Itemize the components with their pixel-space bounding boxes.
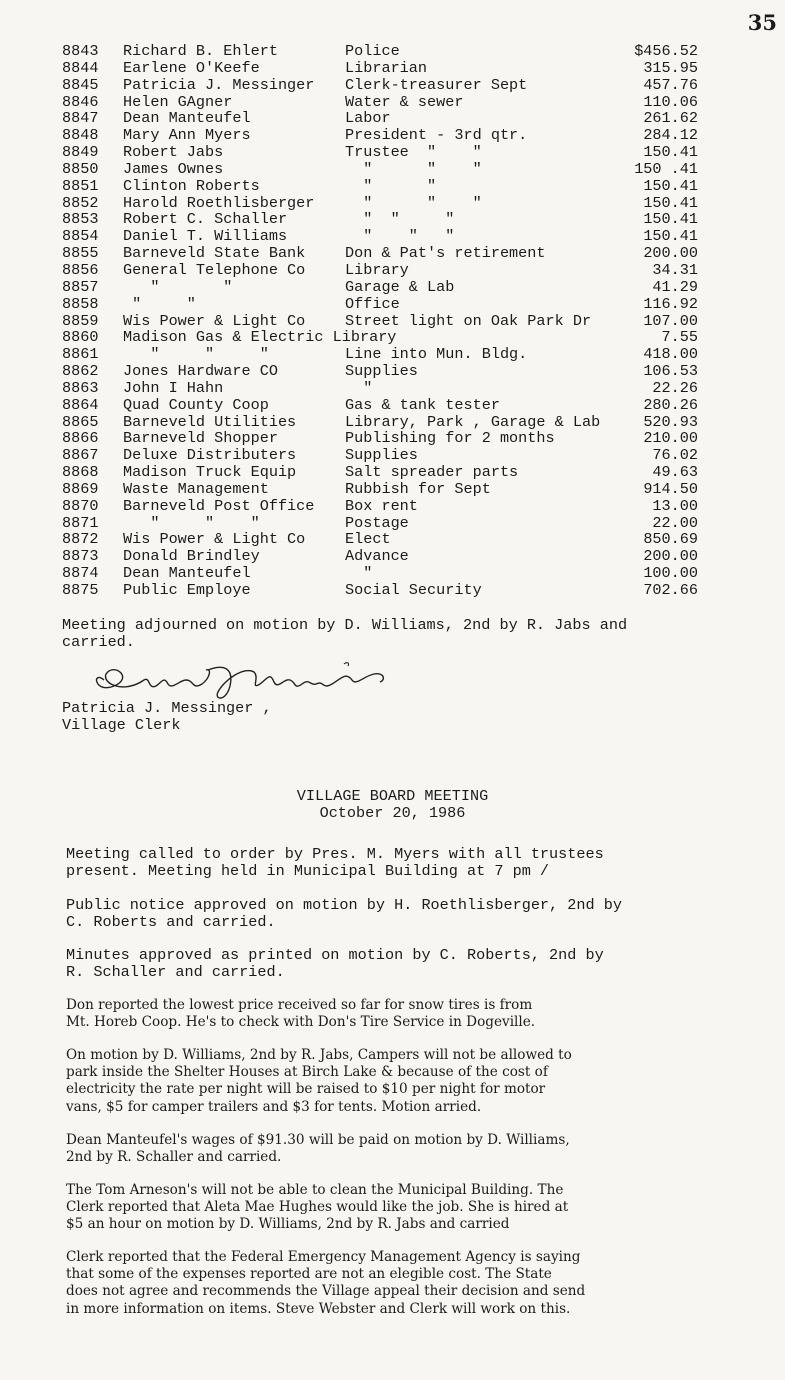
payee-name: Earlene O'Keefe bbox=[123, 58, 260, 77]
payment-purpose: Salt spreader parts bbox=[345, 463, 519, 482]
payment-amount: 150.41 bbox=[643, 143, 698, 162]
payee-name: Dean Manteufel bbox=[123, 564, 251, 583]
voucher-number: 8853 bbox=[62, 210, 99, 229]
voucher-number: 8847 bbox=[62, 109, 99, 128]
voucher-number: 8856 bbox=[62, 260, 99, 279]
voucher-number: 8858 bbox=[62, 294, 99, 313]
payment-amount: 200.00 bbox=[643, 547, 698, 566]
ledger-row bbox=[62, 531, 702, 548]
ledger-row bbox=[62, 211, 702, 228]
ledger-row bbox=[62, 228, 702, 245]
voucher-number: 8859 bbox=[62, 311, 99, 330]
payment-amount: 315.95 bbox=[643, 58, 698, 77]
payment-amount: 200.00 bbox=[643, 244, 698, 263]
payment-amount: 41.29 bbox=[652, 277, 698, 296]
voucher-number: 8855 bbox=[62, 244, 99, 263]
payment-amount: 702.66 bbox=[643, 581, 698, 599]
payment-purpose: Publishing for 2 months bbox=[345, 429, 555, 448]
payment-purpose: President - 3rd qtr. bbox=[345, 126, 528, 145]
payee-name: Barneveld Shopper bbox=[123, 429, 278, 448]
payee-name: Barneveld State Bank bbox=[123, 244, 306, 263]
ledger-row bbox=[62, 94, 702, 111]
payment-purpose: Street light on Oak Park Dr bbox=[345, 311, 592, 330]
ledger-row bbox=[62, 245, 702, 262]
payment-purpose: " bbox=[345, 564, 373, 583]
payee-name: Daniel T. Williams bbox=[123, 227, 288, 246]
payment-purpose: Library, Park , Garage & Lab bbox=[345, 412, 601, 431]
payment-amount: 914.50 bbox=[643, 479, 698, 498]
payee-name: " " bbox=[123, 277, 233, 296]
ledger-row bbox=[62, 43, 702, 60]
ledger-row bbox=[62, 565, 702, 582]
payment-purpose: Garage & Lab bbox=[345, 277, 455, 296]
payee-name: Madison Gas & Electric Library bbox=[123, 328, 397, 347]
payment-purpose: Clerk-treasurer Sept bbox=[345, 75, 528, 94]
ledger-row bbox=[62, 380, 702, 397]
voucher-number: 8854 bbox=[62, 227, 99, 246]
payee-name: Dean Manteufel bbox=[123, 109, 251, 128]
voucher-number: 8844 bbox=[62, 58, 99, 77]
meeting-date: October 20, 1986 bbox=[319, 804, 466, 822]
payee-name: James Ownes bbox=[123, 159, 224, 178]
payee-name: Quad County Coop bbox=[123, 395, 269, 414]
ledger-row bbox=[62, 262, 702, 279]
payee-name: " " " bbox=[123, 513, 260, 532]
payee-name: General Telephone Co bbox=[123, 260, 306, 279]
ledger-row bbox=[62, 144, 702, 161]
voucher-number: 8861 bbox=[62, 345, 99, 364]
payment-purpose: Librarian bbox=[345, 58, 428, 77]
payee-name: Robert Jabs bbox=[123, 143, 224, 162]
ledger-row bbox=[62, 161, 702, 178]
payee-name: Madison Truck Equip bbox=[123, 463, 297, 482]
payment-purpose: " " " bbox=[345, 159, 482, 178]
ledger-row bbox=[62, 127, 702, 144]
payment-amount: 150.41 bbox=[643, 227, 698, 246]
payee-name: Waste Management bbox=[123, 479, 269, 498]
payment-amount: 13.00 bbox=[652, 496, 698, 515]
payment-amount: 110.06 bbox=[643, 92, 698, 111]
voucher-number: 8857 bbox=[62, 277, 99, 296]
ledger-row bbox=[62, 582, 702, 599]
voucher-number: 8864 bbox=[62, 395, 99, 414]
payee-name: Mary Ann Myers bbox=[123, 126, 251, 145]
ledger-row bbox=[62, 195, 702, 212]
payee-name: Jones Hardware CO bbox=[123, 362, 278, 381]
signer-name: Patricia J. Messinger , bbox=[62, 699, 272, 717]
payment-purpose: Trustee " " bbox=[345, 143, 482, 162]
payee-name: John I Hahn bbox=[123, 378, 224, 397]
voucher-number: 8843 bbox=[62, 42, 99, 60]
payment-amount: 106.53 bbox=[643, 362, 698, 381]
payment-purpose: " bbox=[345, 378, 373, 397]
ledger-row bbox=[62, 329, 702, 346]
payee-name: Wis Power & Light Co bbox=[123, 530, 306, 549]
voucher-number: 8848 bbox=[62, 126, 99, 145]
payment-purpose: Office bbox=[345, 294, 400, 313]
ledger-row bbox=[62, 279, 702, 296]
payment-amount: 150.41 bbox=[643, 193, 698, 212]
voucher-number: 8870 bbox=[62, 496, 99, 515]
voucher-number: 8849 bbox=[62, 143, 99, 162]
payee-name: " " bbox=[123, 294, 196, 313]
payment-purpose: Rubbish for Sept bbox=[345, 479, 491, 498]
voucher-number: 8871 bbox=[62, 513, 99, 532]
payee-name: Public Employe bbox=[123, 581, 251, 599]
payment-amount: 107.00 bbox=[643, 311, 698, 330]
payment-amount: 100.00 bbox=[643, 564, 698, 583]
voucher-number: 8860 bbox=[62, 328, 99, 347]
payment-purpose: Supplies bbox=[345, 362, 418, 381]
meeting-title: VILLAGE BOARD MEETING bbox=[296, 787, 489, 805]
payment-amount: 457.76 bbox=[643, 75, 698, 94]
ledger-row bbox=[62, 178, 702, 195]
payment-amount: 49.63 bbox=[652, 463, 698, 482]
payee-name: Clinton Roberts bbox=[123, 176, 260, 195]
ledger-row bbox=[62, 77, 702, 94]
payee-name: Barneveld Post Office bbox=[123, 496, 315, 515]
cleaning-paragraph: The Tom Arneson's will not be able to clean the Municipal Building. The Clerk reported that Aleta Mae Hughes would like the job. She is hired at $5 an hour on motion by D. Williams, 2nd by R. Jabs and carried bbox=[66, 1182, 569, 1233]
payment-purpose: Gas & tank tester bbox=[345, 395, 500, 414]
voucher-number: 8874 bbox=[62, 564, 99, 583]
payment-amount: 22.26 bbox=[652, 378, 698, 397]
voucher-number: 8868 bbox=[62, 463, 99, 482]
voucher-number: 8862 bbox=[62, 362, 99, 381]
page-number: 35 bbox=[747, 10, 777, 35]
ledger-row bbox=[62, 110, 702, 127]
campers-paragraph: On motion by D. Williams, 2nd by R. Jabs, Campers will not be allowed to park inside the Shelter Houses at Birch Lake & because of the cost of electricity the rate per night will be raised to $10 per night for motor vans, $5 for camper trailers and $3 for tents. Motion arried. bbox=[66, 1047, 572, 1115]
payee-name: Harold Roethlisberger bbox=[123, 193, 315, 212]
payment-purpose: Social Security bbox=[345, 581, 482, 599]
ledger-row bbox=[62, 430, 702, 447]
voucher-number: 8863 bbox=[62, 378, 99, 397]
payment-purpose: Box rent bbox=[345, 496, 418, 515]
payment-purpose: " " " bbox=[345, 210, 455, 229]
payment-purpose: Labor bbox=[345, 109, 391, 128]
minutes-paragraph: Minutes approved as printed on motion by C. Roberts, 2nd by R. Schaller and carried. bbox=[66, 946, 604, 981]
snow-tires-paragraph: Don reported the lowest price received so far for snow tires is from Mt. Horeb Coop. He's to check with Don's Tire Service in Dogeville. bbox=[66, 997, 536, 1031]
ledger-row bbox=[62, 481, 702, 498]
payment-amount: 850.69 bbox=[643, 530, 698, 549]
payment-amount: 280.26 bbox=[643, 395, 698, 414]
payment-purpose: " " " bbox=[345, 227, 455, 246]
payee-name: Deluxe Distributers bbox=[123, 446, 297, 465]
payment-purpose: Police bbox=[345, 42, 400, 60]
payment-amount: 284.12 bbox=[643, 126, 698, 145]
call-to-order-paragraph: Meeting called to order by Pres. M. Myers with all trustees present. Meeting held in Municipal Building at 7 pm / bbox=[66, 845, 604, 880]
ledger-row bbox=[62, 548, 702, 565]
ledger-row bbox=[62, 363, 702, 380]
payment-amount: 22.00 bbox=[652, 513, 698, 532]
payee-name: Robert C. Schaller bbox=[123, 210, 288, 229]
voucher-number: 8852 bbox=[62, 193, 99, 212]
voucher-number: 8845 bbox=[62, 75, 99, 94]
payee-name: Helen GAgner bbox=[123, 92, 233, 111]
payment-amount: 261.62 bbox=[643, 109, 698, 128]
payment-amount: 7.55 bbox=[661, 328, 698, 347]
ledger-row bbox=[62, 447, 702, 464]
payment-purpose: Elect bbox=[345, 530, 391, 549]
voucher-number: 8846 bbox=[62, 92, 99, 111]
payee-name: Wis Power & Light Co bbox=[123, 311, 306, 330]
ledger-row bbox=[62, 498, 702, 515]
payment-purpose: Don & Pat's retirement bbox=[345, 244, 546, 263]
payee-name: Donald Brindley bbox=[123, 547, 260, 566]
payee-name: Patricia J. Messinger bbox=[123, 75, 315, 94]
ledger-row bbox=[62, 464, 702, 481]
payee-name: Richard B. Ehlert bbox=[123, 42, 278, 60]
payment-amount: 76.02 bbox=[652, 446, 698, 465]
voucher-number: 8850 bbox=[62, 159, 99, 178]
payment-purpose: Advance bbox=[345, 547, 409, 566]
payment-purpose: Water & sewer bbox=[345, 92, 464, 111]
payment-amount: 150.41 bbox=[643, 210, 698, 229]
public-notice-paragraph: Public notice approved on motion by H. Roethlisberger, 2nd by C. Roberts and carried. bbox=[66, 896, 622, 931]
payment-purpose: Postage bbox=[345, 513, 409, 532]
payee-name: Barneveld Utilities bbox=[123, 412, 297, 431]
voucher-number: 8875 bbox=[62, 581, 99, 599]
voucher-number: 8865 bbox=[62, 412, 99, 431]
ledger-row bbox=[62, 397, 702, 414]
signer-block bbox=[62, 700, 462, 734]
payment-amount: 150 .41 bbox=[634, 159, 698, 178]
ledger-row bbox=[62, 296, 702, 313]
payment-purpose: " " bbox=[345, 176, 437, 195]
payment-amount: 418.00 bbox=[643, 345, 698, 364]
payment-amount: 116.92 bbox=[643, 294, 698, 313]
payment-amount: 520.93 bbox=[643, 412, 698, 431]
ledger-row bbox=[62, 515, 702, 532]
ledger-row bbox=[62, 414, 702, 431]
voucher-number: 8851 bbox=[62, 176, 99, 195]
payment-purpose: Supplies bbox=[345, 446, 418, 465]
voucher-ledger bbox=[62, 43, 702, 599]
payment-amount: 34.31 bbox=[652, 260, 698, 279]
voucher-number: 8867 bbox=[62, 446, 99, 465]
payment-amount: $456.52 bbox=[634, 42, 698, 60]
voucher-number: 8869 bbox=[62, 479, 99, 498]
payment-purpose: Library bbox=[345, 260, 409, 279]
payment-purpose: Line into Mun. Bldg. bbox=[345, 345, 528, 364]
ledger-row bbox=[62, 346, 702, 363]
meeting-heading bbox=[0, 788, 785, 822]
adjournment-text: Meeting adjourned on motion by D. Williams, 2nd by R. Jabs and carried. bbox=[62, 616, 628, 651]
fema-paragraph: Clerk reported that the Federal Emergency Management Agency is saying that some of the expenses reported are not an elegible cost. The State does not agree and recommends the Village appeal their decision and send in more information on items. Steve Webster and Clerk will work on this. bbox=[66, 1249, 586, 1317]
voucher-number: 8873 bbox=[62, 547, 99, 566]
voucher-number: 8866 bbox=[62, 429, 99, 448]
wages-paragraph: Dean Manteufel's wages of $91.30 will be paid on motion by D. Williams, 2nd by R. Schaller and carried. bbox=[66, 1132, 570, 1166]
payee-name: " " " bbox=[123, 345, 269, 364]
signer-title: Village Clerk bbox=[62, 716, 181, 734]
ledger-row bbox=[62, 313, 702, 330]
payment-purpose: " " " bbox=[345, 193, 482, 212]
payment-amount: 150.41 bbox=[643, 176, 698, 195]
ledger-row bbox=[62, 60, 702, 77]
voucher-number: 8872 bbox=[62, 530, 99, 549]
payment-amount: 210.00 bbox=[643, 429, 698, 448]
